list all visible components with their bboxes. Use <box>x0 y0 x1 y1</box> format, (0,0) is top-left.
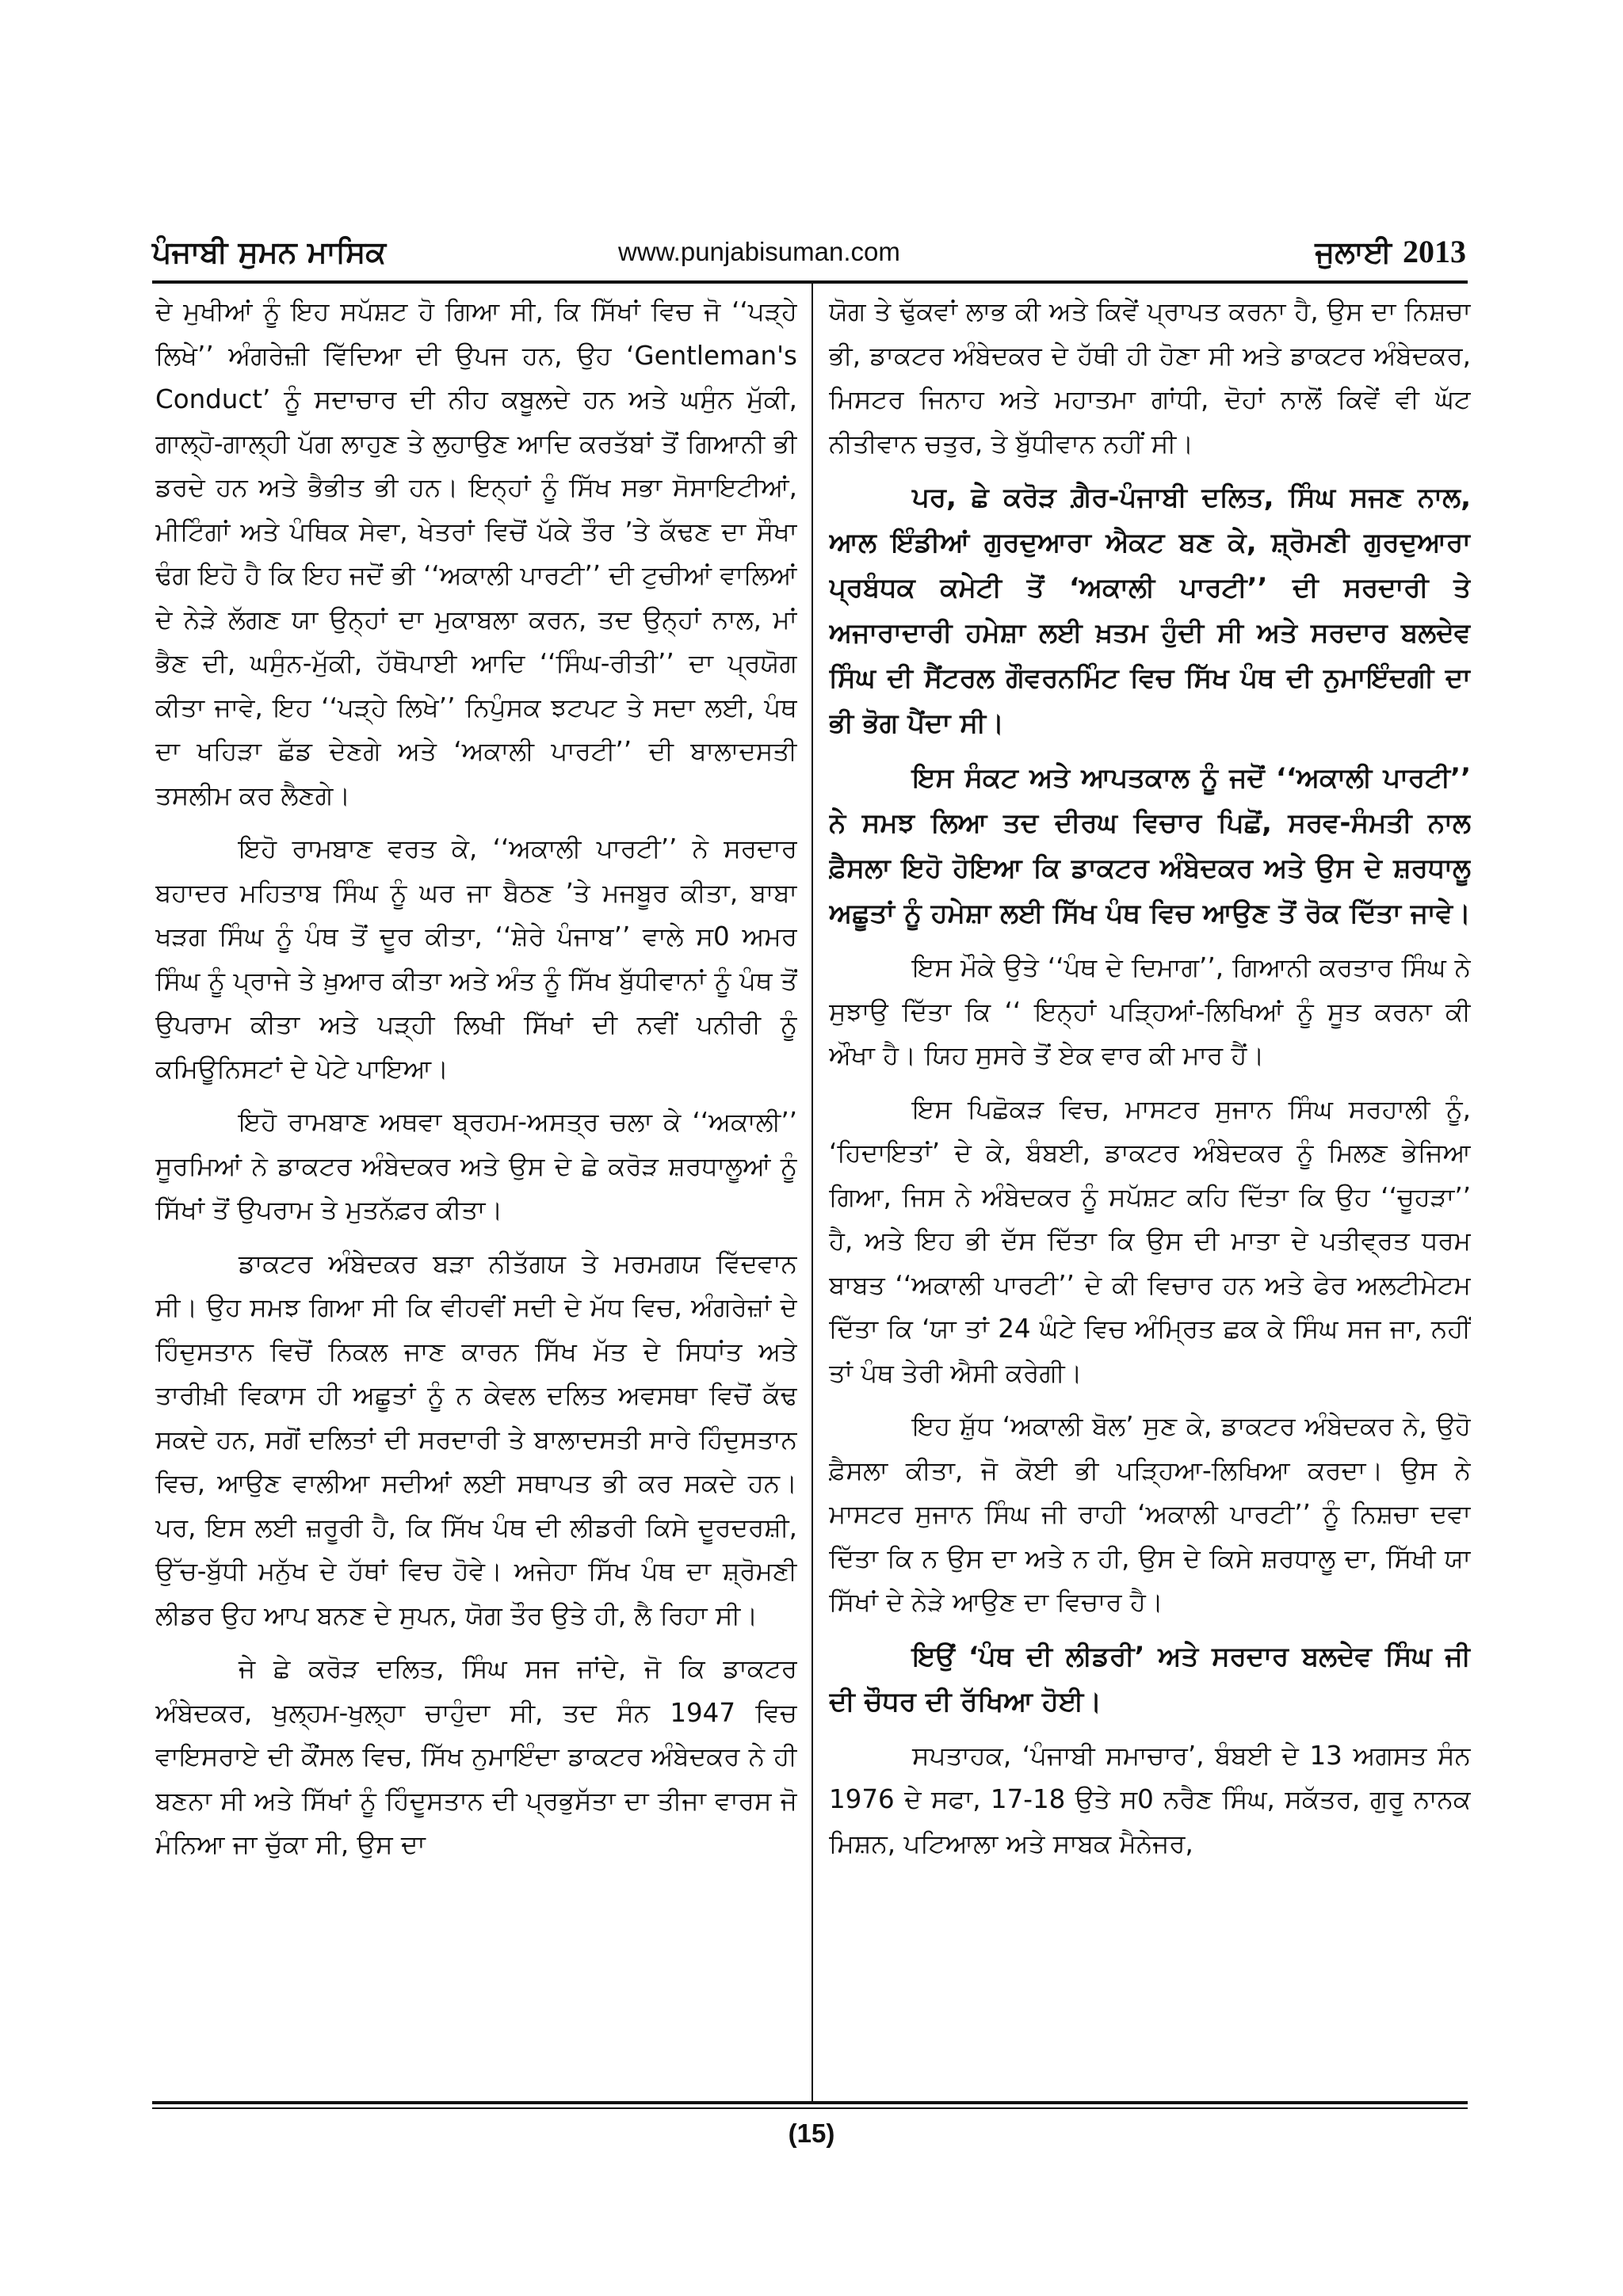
bold-paragraph: ਪਰ, ਛੇ ਕਰੋੜ ਗ਼ੈਰ-ਪੰਜਾਬੀ ਦਲਿਤ, ਸਿੰਘ ਸਜਣ ਨਾਲ, ਆਲ ਇੰਡੀਆਂ ਗੁਰਦੁਆਰਾ ਐਕਟ ਬਣ ਕੇ, ਸ਼੍ਰੋਮਣੀ ਗੁਰਦੁਆਰਾ ਪ੍ਰਬੰਧਕ ਕਮੇਟੀ ਤੋਂ ‘ਅਕਾਲੀ ਪਾਰਟੀ’’ ਦੀ ਸਰਦਾਰੀ ਤੇ ਅਜਾਰਾਦਾਰੀ ਹਮੇਸ਼ਾ ਲਈ ਖ਼ਤਮ ਹੁੰਦੀ ਸੀ ਅਤੇ ਸਰਦਾਰ ਬਲਦੇਵ ਸਿੰਘ ਦੀ ਸੈਂਟਰਲ ਗੌਵਰਨਮਿੰਟ ਵਿਚ ਸਿੱਖ ਪੰਥ ਦੀ ਨੁਮਾਇੰਦਗੀ ਦਾ ਭੀ ਭੋਗ ਪੈਂਦਾ ਸੀ। <box>829 482 1471 739</box>
bold-paragraph: ਇਸ ਸੰਕਟ ਅਤੇ ਆਪਤਕਾਲ ਨੂੰ ਜਦੋਂ ‘‘ਅਕਾਲੀ ਪਾਰਟੀ’’ ਨੇ ਸਮਝ ਲਿਆ ਤਦ ਦੀਰਘ ਵਿਚਾਰ ਪਿਛੋਂ, ਸਰਵ-ਸੰਮਤੀ ਨਾਲ ਫ਼ੈਸਲਾ ਇਹੋ ਹੋਇਆ ਕਿ ਡਾਕਟਰ ਅੰਬੇਦਕਰ ਅਤੇ ਉਸ ਦੇ ਸ਼ਰਧਾਲੂ ਅਛੂਤਾਂ ਨੂੰ ਹਮੇਸ਼ਾ ਲਈ ਸਿੱਖ ਪੰਥ ਵਿਚ ਆਉਣ ਤੋਂ ਰੋਕ ਦਿੱਤਾ ਜਾਵੇ। <box>829 762 1471 929</box>
issue-date <box>1315 230 1466 274</box>
website-url[interactable]: www.punjabisuman.com <box>618 237 900 266</box>
paragraph: ਡਾਕਟਰ ਅੰਬੇਦਕਰ ਬੜਾ ਨੀਤੱਗਯ ਤੇ ਮਰਮਗਯ ਵਿੱਦਵਾਨ ਸੀ। ਉਹ ਸਮਝ ਗਿਆ ਸੀ ਕਿ ਵੀਹਵੀਂ ਸਦੀ ਦੇ ਮੱਧ ਵਿਚ, ਅੰਗਰੇਜ਼ਾਂ ਦੇ ਹਿੰਦੁਸਤਾਨ ਵਿਚੋਂ ਨਿਕਲ ਜਾਣ ਕਾਰਨ ਸਿੱਖ ਮੱਤ ਦੇ ਸਿਧਾਂਤ ਅਤੇ ਤਾਰੀਖ਼ੀ ਵਿਕਾਸ ਹੀ ਅਛੂਤਾਂ ਨੂੰ ਨ ਕੇਵਲ ਦਲਿਤ ਅਵਸਥਾ ਵਿਚੋਂ ਕੱਢ ਸਕਦੇ ਹਨ, ਸਗੋਂ ਦਲਿਤਾਂ ਦੀ ਸਰਦਾਰੀ ਤੇ ਬਾਲਾਦਸਤੀ ਸਾਰੇ ਹਿੰਦੁਸਤਾਨ ਵਿਚ, ਆਉਣ ਵਾਲੀਆ ਸਦੀਆਂ ਲਈ ਸਥਾਪਤ ਭੀ ਕਰ ਸਕਦੇ ਹਨ। ਪਰ, ਇਸ ਲਈ ਜ਼ਰੂਰੀ ਹੈ, ਕਿ ਸਿੱਖ ਪੰਥ ਦੀ ਲੀਡਰੀ ਕਿਸੇ ਦੂਰਦਰਸ਼ੀ, ਉੱਚ-ਬੁੱਧੀ ਮਨੁੱਖ ਦੇ ਹੱਥਾਂ ਵਿਚ ਹੋਵੇ। ਅਜੇਹਾ ਸਿੱਖ ਪੰਥ ਦਾ ਸ਼੍ਰੋਮਣੀ ਲੀਡਰ ਉਹ ਆਪ ਬਨਣ ਦੇ ਸੁਪਨ, ਯੋਗ ਤੌਰ ਉਤੇ ਹੀ, ਲੈ ਰਿਹਾ ਸੀ। <box>155 1248 797 1630</box>
header-rule <box>152 280 1468 284</box>
paragraph: ਇਹ ਸ਼ੁੱਧ ‘ਅਕਾਲੀ ਬੋਲ’ ਸੁਣ ਕੇ, ਡਾਕਟਰ ਅੰਬੇਦਕਰ ਨੇ, ਉਹੋ ਫ਼ੈਸਲਾ ਕੀਤਾ, ਜੋ ਕੋਈ ਭੀ ਪੜ੍ਹਿਆ-ਲਿਖਿਆ ਕਰਦਾ। ਉਸ ਨੇ ਮਾਸਟਰ ਸੁਜਾਨ ਸਿੰਘ ਜੀ ਰਾਹੀ ‘ਅਕਾਲੀ ਪਾਰਟੀ’’ ਨੂੰ ਨਿਸ਼ਚਾ ਦਵਾ ਦਿੱਤਾ ਕਿ ਨ ਉਸ ਦਾ ਅਤੇ ਨ ਹੀ, ਉਸ ਦੇ ਕਿਸੇ ਸ਼ਰਧਾਲੂ ਦਾ, ਸਿੱਖੀ ਯਾ ਸਿੱਖਾਂ ਦੇ ਨੇੜੇ ਆਉਣ ਦਾ ਵਿਚਾਰ ਹੈ। <box>829 1411 1471 1617</box>
paragraph: ਯੋਗ ਤੇ ਢੁੱਕਵਾਂ ਲਾਭ ਕੀ ਅਤੇ ਕਿਵੇਂ ਪ੍ਰਾਪਤ ਕਰਨਾ ਹੈ, ਉਸ ਦਾ ਨਿਸ਼ਚਾ ਭੀ, ਡਾਕਟਰ ਅੰਬੇਦਕਰ ਦੇ ਹੱਥੀ ਹੀ ਹੋਣਾ ਸੀ ਅਤੇ ਡਾਕਟਰ ਅੰਬੇਦਕਰ, ਮਿਸਟਰ ਜਿਨਾਹ ਅਤੇ ਮਹਾਤਮਾ ਗਾਂਧੀ, ਦੋਹਾਂ ਨਾਲੋਂ ਕਿਵੇਂ ਵੀ ਘੱਟ ਨੀਤੀਵਾਨ ਚਤੁਰ, ਤੇ ਬੁੱਧੀਵਾਨ ਨਹੀਂ ਸੀ। <box>829 296 1471 459</box>
footer-rule-thin <box>152 2107 1468 2109</box>
paragraph: ਸਪਤਾਹਕ, ‘ਪੰਜਾਬੀ ਸਮਾਚਾਰ’, ਬੰਬਈ ਦੇ 13 ਅਗਸਤ ਸੰਨ 1976 ਦੇ ਸਫਾ, 17-18 ਉਤੇ ਸ0 ਨਰੈਣ ਸਿੰਘ, ਸਕੱਤਰ, ਗੁਰੂ ਨਾਨਕ ਮਿਸ਼ਨ, ਪਟਿਆਲਾ ਅਤੇ ਸਾਬਕ ਮੈਨੇਜਰ, <box>829 1740 1471 1859</box>
issue-year: 2013 <box>1403 234 1466 269</box>
paragraph: ਇਹੋ ਰਾਮਬਾਣ ਅਥਵਾ ਬ੍ਰਹਮ-ਅਸਤ੍ਰ ਚਲਾ ਕੇ ‘‘ਅਕਾਲੀ’’ ਸੂਰਮਿਆਂ ਨੇ ਡਾਕਟਰ ਅੰਬੇਦਕਰ ਅਤੇ ਉਸ ਦੇ ਛੇ ਕਰੋੜ ਸ਼ਰਧਾਲੂਆਂ ਨੂੰ ਸਿੱਖਾਂ ਤੋਂ ਉਪਰਾਮ ਤੇ ਮੁਤਨੱਫ਼ਰ ਕੀਤਾ। <box>155 1107 797 1225</box>
paragraph: ਇਸ ਪਿਛੋਕੜ ਵਿਚ, ਮਾਸਟਰ ਸੁਜਾਨ ਸਿੰਘ ਸਰਹਾਲੀ ਨੂੰ, ‘ਹਿਦਾਇਤਾਂ’ ਦੇ ਕੇ, ਬੰਬਈ, ਡਾਕਟਰ ਅੰਬੇਦਕਰ ਨੂੰ ਮਿਲਣ ਭੇਜਿਆ ਗਿਆ, ਜਿਸ ਨੇ ਅੰਬੇਦਕਰ ਨੂੰ ਸਪੱਸ਼ਟ ਕਹਿ ਦਿੱਤਾ ਕਿ ਉਹ ‘‘ਚੂਹੜਾ’’ ਹੈ, ਅਤੇ ਇਹ ਭੀ ਦੱਸ ਦਿੱਤਾ ਕਿ ਉਸ ਦੀ ਮਾਤਾ ਦੇ ਪਤੀਵ੍ਰਤ ਧਰਮ ਬਾਬਤ ‘‘ਅਕਾਲੀ ਪਾਰਟੀ’’ ਦੇ ਕੀ ਵਿਚਾਰ ਹਨ ਅਤੇ ਫੇਰ ਅਲਟੀਮੇਟਮ ਦਿੱਤਾ ਕਿ ‘ਯਾ ਤਾਂ 24 ਘੰਟੇ ਵਿਚ ਅੰਮ੍ਰਿਤ ਛਕ ਕੇ ਸਿੰਘ ਸਜ ਜਾ, ਨਹੀਂ ਤਾਂ ਪੰਥ ਤੇਰੀ ਐਸੀ ਕਰੇਗੀ। <box>829 1093 1471 1388</box>
footer-rule <box>152 2101 1468 2104</box>
paragraph: ਇਹੋ ਰਾਮਬਾਣ ਵਰਤ ਕੇ, ‘‘ਅਕਾਲੀ ਪਾਰਟੀ’’ ਨੇ ਸਰਦਾਰ ਬਹਾਦਰ ਮਹਿਤਾਬ ਸਿੰਘ ਨੂੰ ਘਰ ਜਾ ਬੈਠਣ ’ਤੇ ਮਜਬੂਰ ਕੀਤਾ, ਬਾਬਾ ਖੜਗ ਸਿੰਘ ਨੂੰ ਪੰਥ ਤੋਂ ਦੂਰ ਕੀਤਾ, ‘‘ਸ਼ੇਰੇ ਪੰਜਾਬ’’ ਵਾਲੇ ਸ0 ਅਮਰ ਸਿੰਘ ਨੂੰ ਪ੍ਰਾਜੇ ਤੇ ਖ਼ੁਆਰ ਕੀਤਾ ਅਤੇ ਅੰਤ ਨੂੰ ਸਿੱਖ ਬੁੱਧੀਵਾਨਾਂ ਨੂੰ ਪੰਥ ਤੋਂ ਉਪਰਾਮ ਕੀਤਾ ਅਤੇ ਪੜ੍ਹੀ ਲਿਖੀ ਸਿੱਖਾਂ ਦੀ ਨਵੀਂ ਪਨੀਰੀ ਨੂੰ ਕਮਿਊਨਿਸਟਾਂ ਦੇ ਪੇਟੇ ਪਾਇਆ। <box>155 833 797 1084</box>
right-column <box>829 290 1471 2098</box>
paragraph: ਇਸ ਮੌਕੇ ਉਤੇ ‘‘ਪੰਥ ਦੇ ਦਿਮਾਗ’’, ਗਿਆਨੀ ਕਰਤਾਰ ਸਿੰਘ ਨੇ ਸੁਝਾਉ ਦਿੱਤਾ ਕਿ ‘‘ ਇਨ੍ਹਾਂ ਪੜ੍ਹਿਆਂ-ਲਿਖਿਆਂ ਨੂੰ ਸੂਤ ਕਰਨਾ ਕੀ ਔਖਾ ਹੈ। ਯਿਹ ਸੁਸਰੇ ਤੋਂ ਏਕ ਵਾਰ ਕੀ ਮਾਰ ਹੈਂ। <box>829 952 1471 1070</box>
paragraph: ਦੇ ਮੁਖੀਆਂ ਨੂੰ ਇਹ ਸਪੱਸ਼ਟ ਹੋ ਗਿਆ ਸੀ, ਕਿ ਸਿੱਖਾਂ ਵਿਚ ਜੋ ‘‘ਪੜ੍ਹੇ ਲਿਖੇ’’ ਅੰਗਰੇਜ਼ੀ ਵਿੱਦਿਆ ਦੀ ਉਪਜ ਹਨ, ਉਹ ‘Gentleman's Conduct’ ਨੂੰ ਸਦਾਚਾਰ ਦੀ ਨੀਹ ਕਬੂਲਦੇ ਹਨ ਅਤੇ ਘਸੁੰਨ ਮੁੱਕੀ, ਗਾਲ੍ਹੋ-ਗਾਲ੍ਹੀ ਪੱਗ ਲਾਹੁਣ ਤੇ ਲੁਹਾਉਣ ਆਦਿ ਕਰਤੱਬਾਂ ਤੋਂ ਗਿਆਨੀ ਭੀ ਡਰਦੇ ਹਨ ਅਤੇ ਭੈਭੀਤ ਭੀ ਹਨ। ਇਨ੍ਹਾਂ ਨੂੰ ਸਿੱਖ ਸਭਾ ਸੋਸਾਇਟੀਆਂ, ਮੀਟਿੰਗਾਂ ਅਤੇ ਪੰਥਿਕ ਸੇਵਾ, ਖੇਤਰਾਂ ਵਿਚੋਂ ਪੱਕੇ ਤੌਰ ’ਤੇ ਕੱਢਣ ਦਾ ਸੌਖਾ ਢੰਗ ਇਹੋ ਹੈ ਕਿ ਇਹ ਜਦੋਂ ਭੀ ‘‘ਅਕਾਲੀ ਪਾਰਟੀ’’ ਦੀ ਟੁਚੀਆਂ ਵਾਲਿਆਂ ਦੇ ਨੇੜੇ ਲੱਗਣ ਯਾ ਉਨ੍ਹਾਂ ਦਾ ਮੁਕਾਬਲਾ ਕਰਨ, ਤਦ ਉਨ੍ਹਾਂ ਨਾਲ, ਮਾਂ ਭੈਣ ਦੀ, ਘਸੁੰਨ-ਮੁੱਕੀ, ਹੱਥੋਪਾਈ ਆਦਿ ‘‘ਸਿੰਘ-ਰੀਤੀ’’ ਦਾ ਪ੍ਰਯੋਗ ਕੀਤਾ ਜਾਵੇ, ਇਹ ‘‘ਪੜ੍ਹੇ ਲਿਖੇ’’ ਨਿਪੁੰਸਕ ਝਟਪਟ ਤੇ ਸਦਾ ਲਈ, ਪੰਥ ਦਾ ਖਹਿੜਾ ਛੱਡ ਦੇਣਗੇ ਅਤੇ ‘ਅਕਾਲੀ ਪਾਰਟੀ’’ ਦੀ ਬਾਲਾਦਸਤੀ ਤਸਲੀਮ ਕਰ ਲੈਣਗੇ। <box>155 296 797 810</box>
magazine-title: ਪੰਜਾਬੀ ਸੁਮਨ ਮਾਸਿਕ <box>152 235 387 269</box>
paragraph: ਜੇ ਛੇ ਕਰੋੜ ਦਲਿਤ, ਸਿੰਘ ਸਜ ਜਾਂਦੇ, ਜੋ ਕਿ ਡਾਕਟਰ ਅੰਬੇਦਕਰ, ਖੁਲ੍ਹਮ-ਖੁਲ੍ਹਾ ਚਾਹੁੰਦਾ ਸੀ, ਤਦ ਸੰਨ 1947 ਵਿਚ ਵਾਇਸਰਾਏ ਦੀ ਕੌਂਸਲ ਵਿਚ, ਸਿੱਖ ਨੁਮਾਇੰਦਾ ਡਾਕਟਰ ਅੰਬੇਦਕਰ ਨੇ ਹੀ ਬਣਨਾ ਸੀ ਅਤੇ ਸਿੱਖਾਂ ਨੂੰ ਹਿੰਦੂਸਤਾਨ ਦੀ ਪ੍ਰਭੁਸੱਤਾ ਦਾ ਤੀਜਾ ਵਾਰਸ ਜੋ ਮੰਨਿਆ ਜਾ ਚੁੱਕਾ ਸੀ, ਉਸ ਦਾ <box>155 1653 797 1859</box>
issue-month: ਜੁਲਾਈ <box>1315 235 1392 269</box>
bold-paragraph: ਇਉਂ ‘ਪੰਥ ਦੀ ਲੀਡਰੀ’ ਅਤੇ ਸਰਦਾਰ ਬਲਦੇਵ ਸਿੰਘ ਜੀ ਦੀ ਚੌਧਰ ਦੀ ਰੱਖਿਆ ਹੋਈ। <box>829 1640 1471 1718</box>
column-divider <box>812 284 813 2101</box>
left-column <box>155 290 797 2098</box>
page-number: (15) <box>788 2119 835 2148</box>
